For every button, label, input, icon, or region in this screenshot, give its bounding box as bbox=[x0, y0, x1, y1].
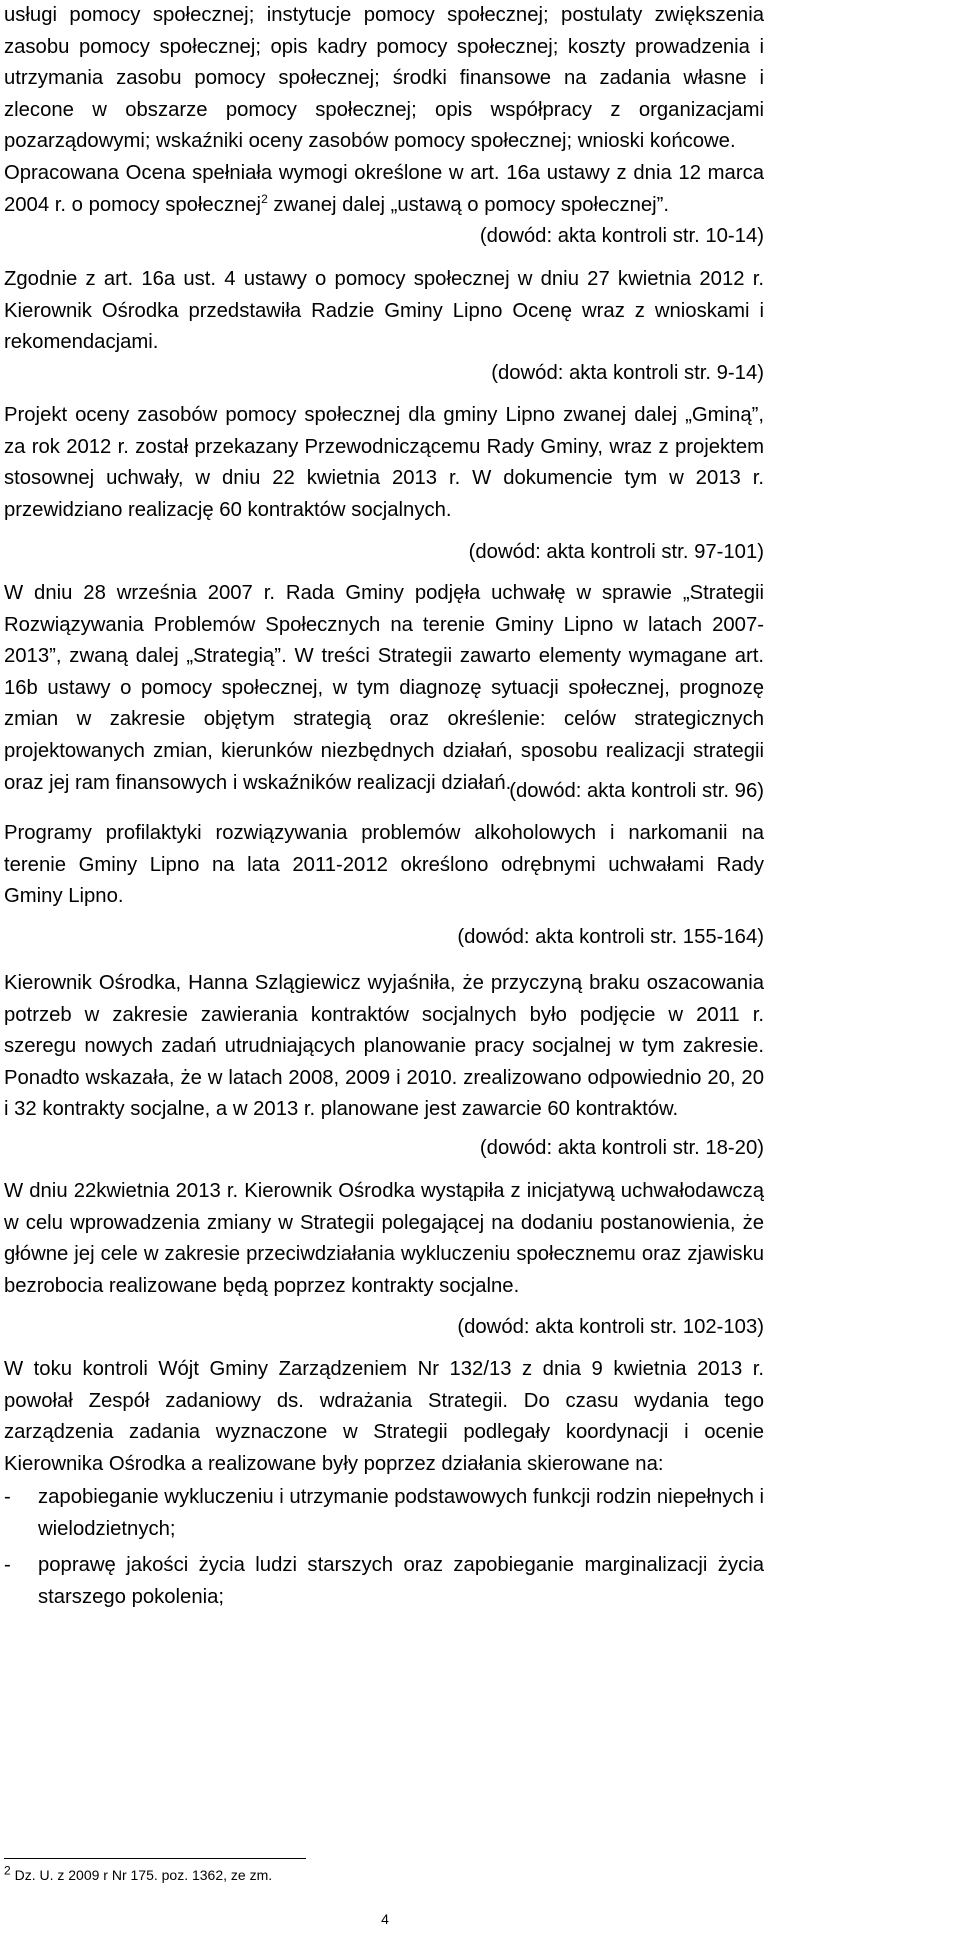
evidence-reference: (dowód: akta kontroli str. 9-14) bbox=[491, 362, 764, 384]
evidence-reference: (dowód: akta kontroli str. 10-14) bbox=[479, 225, 764, 247]
list-item: zapobieganie wykluczeniu i utrzymanie podstawowych funkcji rodzin niepełnych i wielodzietnych; bbox=[38, 1486, 765, 1540]
paragraph-task-team: W toku kontroli Wójt Gminy Zarządzeniem Nr 132/13 z dnia 9 kwietnia 2013 r. powołał Zespół zadaniowy ds. wdrażania Strategii. Do czasu wydania tego zarządzenia zadania wyznaczone w Strategii podlegały koordynacji i ocenie Kierownika Ośrodka a realizowane były poprzez działania skierowane na: bbox=[4, 1358, 764, 1475]
page-number: 4 bbox=[381, 1911, 389, 1927]
paragraph-2012-assessment-project: Projekt oceny zasobów pomocy społecznej dla gminy Lipno zwanej dalej „Gminą”, za rok 2012 r. został przekazany Przewodniczącemu Rady Gminy, wraz z projektem stosownej uchwały, w dniu 22 kwietnia 2013 r. W dokumencie tym w 2013 r. przewidziano realizację 60 kontraktów socjalnych. bbox=[4, 404, 764, 521]
list-bullet: - bbox=[4, 1554, 11, 1576]
paragraph-legislative-initiative: W dniu 22kwietnia 2013 r. Kierownik Ośrodka wystąpiła z inicjatywą uchwałodawczą w celu wprowadzenia zmiany w Strategii polegającej na dodaniu postanowienia, że główne jej cele w zakresie przeciwdziałania wykluczeniu społecznemu oraz zjawisku bezrobocia realizowane będą poprzez kontrakty socjalne. bbox=[4, 1180, 764, 1297]
paragraph-assessment-requirements bbox=[4, 158, 764, 221]
evidence-reference: (dowód: akta kontroli str. 97-101) bbox=[468, 541, 764, 563]
footnote bbox=[4, 1863, 273, 1884]
paragraph-director-explanation: Kierownik Ośrodka, Hanna Szlągiewicz wyjaśniła, że przyczyną braku oszacowania potrzeb w zakresie zawierania kontraktów socjalnych było podjęcie w 2011 r. szeregu nowych zadań utrudniających planowanie pracy socjalnej w tym zakresie. Ponadto wskazała, że w latach 2008, 2009 i 2010. zrealizowano odpowiednio 20, 20 i 32 kontrakty socjalne, a w 2013 r. planowane jest zawarcie 60 kontraktów. bbox=[4, 972, 764, 1121]
paragraph-strategy-resolution: W dniu 28 września 2007 r. Rada Gminy podjęła uchwałę w sprawie „Strategii Rozwiązywania Problemów Społecznych na terenie Gminy Lipno w latach 2007-2013”, zwaną dalej „Strategią”. W treści Strategii zawarto elementy wymagane art. 16b ustawy o pomocy społecznej, w tym diagnozę sytuacji społecznej, prognozę zmian w zakresie objętym strategią oraz określenie: celów strategicznych projektowanych zmian, kierunków niezbędnych działań, sposobu realizacji strategii oraz jej ram finansowych i wskaźników realizacji działań. bbox=[4, 582, 764, 794]
evidence-reference: (dowód: akta kontroli str. 155-164) bbox=[457, 926, 764, 948]
assessment-text: Opracowana Ocena spełniała wymogi określone w art. 16a ustawy z dnia 12 marca 2004 r. o pomocy społecznej bbox=[4, 162, 764, 216]
paragraph-social-assistance-scope: usługi pomocy społecznej; instytucje pomocy społecznej; postulaty zwiększenia zasobu pomocy społecznej; opis kadry pomocy społecznej; koszty prowadzenia i utrzymania zasobu pomocy społecznej; środki finansowe na zadania własne i zlecone w obszarze pomocy społecznej; opis współpracy z organizacjami pozarządowymi; wskaźniki oceny zasobów pomocy społecznej; wnioski końcowe. bbox=[4, 4, 764, 153]
footnote-text: Dz. U. z 2009 r Nr 175. poz. 1362, ze zm. bbox=[10, 1867, 273, 1883]
evidence-reference: (dowód: akta kontroli str. 96) bbox=[509, 780, 764, 802]
footnote-mark: 2 bbox=[4, 1863, 11, 1878]
evidence-reference: (dowód: akta kontroli str. 102-103) bbox=[457, 1316, 764, 1338]
footnote-separator bbox=[4, 1858, 306, 1859]
list-item: poprawę jakości życia ludzi starszych oraz zapobieganie marginalizacji życia starszego pokolenia; bbox=[38, 1554, 764, 1608]
paragraph-prevention-programmes: Programy profilaktyki rozwiązywania problemów alkoholowych i narkomanii na terenie Gminy Lipno na lata 2011-2012 określono odrębnymi uchwałami Rady Gminy Lipno. bbox=[4, 822, 764, 908]
paragraph-presentation-to-council: Zgodnie z art. 16a ust. 4 ustawy o pomocy społecznej w dniu 27 kwietnia 2012 r. Kierownik Ośrodka przedstawiła Radzie Gminy Lipno Ocenę wraz z wnioskami i rekomendacjami. bbox=[4, 268, 764, 354]
footnote-reference: 2 bbox=[261, 191, 268, 206]
list-bullet: - bbox=[4, 1486, 11, 1508]
evidence-reference: (dowód: akta kontroli str. 18-20) bbox=[479, 1137, 764, 1159]
assessment-text-end: zwanej dalej „ustawą o pomocy społecznej”. bbox=[267, 193, 670, 216]
